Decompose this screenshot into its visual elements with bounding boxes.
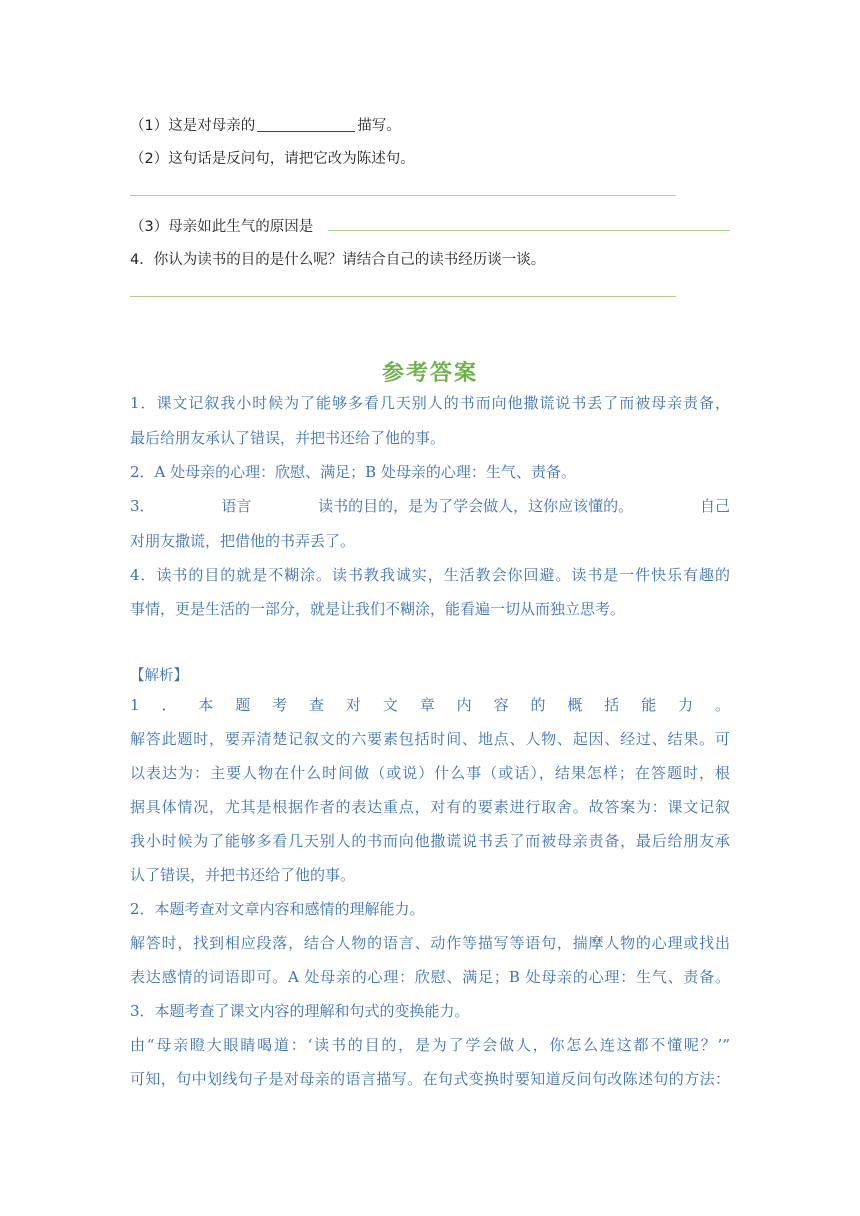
- analysis-line: 据具体情况，尤其是根据作者的表达重点，对有的要素进行取舍。故答案为：课文记叙: [130, 798, 730, 816]
- question-1-text: （1）这是对母亲的: [130, 118, 256, 134]
- answer-3-line-1: [130, 489, 730, 524]
- analysis-line: 我小时候为了能够多看几天别人的书而向他撒谎说书丢了而被母亲责备，最后给朋友承: [130, 832, 730, 850]
- answer-1-line-2: 最后给朋友承认了错误，并把书还给了他的事。: [130, 429, 446, 447]
- answer-4-line-1: 4．读书的目的就是不糊涂。读书教我诚实，生活教会你回避。读书是一件快乐有趣的: [130, 566, 730, 584]
- answer-2: 2．A 处母亲的心理：欣慰、满足；B 处母亲的心理：生气、责备。: [130, 463, 576, 481]
- question-2: （2）这句话是反问句，请把它改为陈述句。: [130, 151, 415, 167]
- analysis-line: 表达感情的词语即可。A 处母亲的心理：欣慰、满足；B 处母亲的心理：生气、责备。: [130, 968, 730, 986]
- analysis-line: 以表达为：主要人物在什么时间做（或说）什么事（或话），结果怎样；在答题时，根: [130, 764, 730, 782]
- answer-3-part-1: 语言: [221, 497, 252, 515]
- answer-3-part-2: 读书的目的，是为了学会做人，这你应该懂的。: [318, 497, 634, 515]
- analysis-line: 2．本题考查对文章内容和感情的理解能力。: [130, 900, 425, 918]
- answer-blank[interactable]: [257, 117, 355, 132]
- analysis-line: 3．本题考查了课文内容的理解和句式的变换能力。: [130, 1002, 470, 1020]
- analysis-line: 认了错误，并把书还给了他的事。: [130, 866, 356, 884]
- answer-line-q3[interactable]: [328, 230, 730, 231]
- question-1: [130, 114, 401, 135]
- answer-line-q2[interactable]: [130, 195, 676, 196]
- analysis-line: 由“母亲瞪大眼睛喝道：‘读书的目的，是为了学会做人，你怎么连这都不懂呢？’”: [130, 1036, 730, 1054]
- question-4: 4．你认为读书的目的是什么呢？请结合自己的读书经历谈一谈。: [130, 252, 546, 268]
- answer-3-number: 3．: [130, 497, 155, 515]
- analysis-line: 解答此题时，要弄清楚记叙文的六要素包括时间、地点、人物、起因、经过、结果。可: [130, 730, 730, 748]
- answer-4-line-2: 事情，更是生活的一部分，就是让我们不糊涂，能看遍一切从而独立思考。: [130, 600, 626, 618]
- question-1-suffix: 描写。: [357, 118, 401, 134]
- answer-line-q4[interactable]: [130, 296, 676, 297]
- analysis-line: 可知，句中划线句子是对母亲的语言描写。在句式变换时要知道反问句改陈述句的方法：: [130, 1070, 730, 1088]
- analysis-heading: 【解析】: [130, 668, 188, 684]
- answer-3-part-3: 自己: [699, 497, 730, 515]
- analysis-line: 1．本题考查对文章内容的概括能力。: [130, 696, 730, 714]
- analysis-line: 解答时，找到相应段落，结合人物的语言、动作等描写等语句，揣摩人物的心理或找出: [130, 934, 730, 952]
- answers-title: 参考答案: [381, 361, 478, 386]
- answer-1-line-1: 1．课文记叙我小时候为了能够多看几天别人的书而向他撒谎说书丢了而被母亲责备，: [130, 394, 730, 412]
- answer-3-line-2: 对朋友撒谎，把借他的书弄丢了。: [130, 532, 356, 550]
- question-3: （3）母亲如此生气的原因是: [130, 219, 314, 235]
